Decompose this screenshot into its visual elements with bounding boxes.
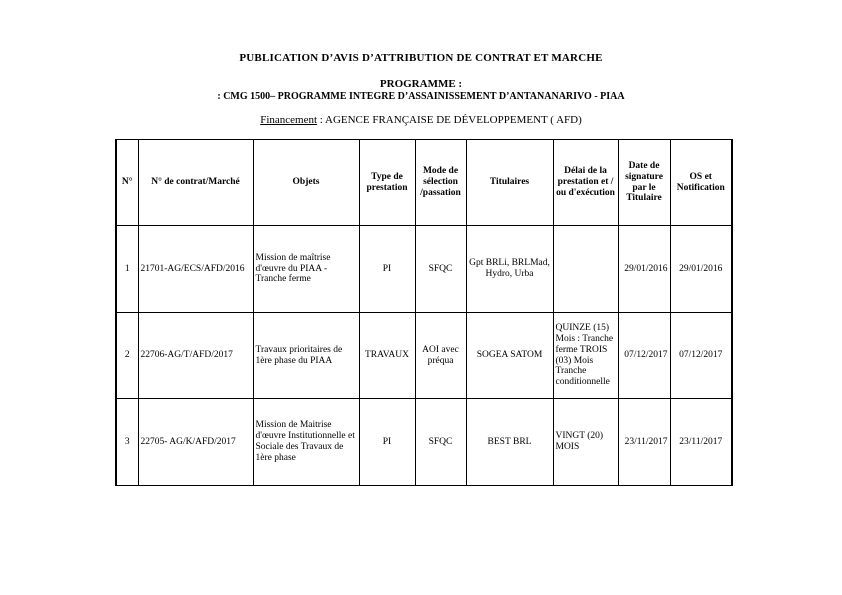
cell-type: PI bbox=[359, 399, 415, 486]
programme-label: PROGRAMME : bbox=[379, 78, 463, 90]
table-header-row bbox=[116, 140, 732, 226]
table-row bbox=[116, 313, 732, 399]
cell-objets: Mission de maîtrise d'œuvre du PIAA - Tranche ferme bbox=[253, 226, 359, 313]
contracts-table bbox=[115, 139, 733, 486]
header-mode: Mode de sélection /passation bbox=[415, 140, 466, 226]
header-date: Date de signature par le Titulaire bbox=[618, 140, 670, 226]
cell-date: 29/01/2016 bbox=[618, 226, 670, 313]
financement-value: : AGENCE FRANÇAISE DE DÉVELOPPEMENT ( AFD) bbox=[317, 114, 582, 126]
header-os: OS et Notification bbox=[670, 140, 732, 226]
cell-delai bbox=[553, 226, 618, 313]
header-no: N° bbox=[116, 140, 138, 226]
financement-label: Financement bbox=[260, 114, 318, 126]
cell-date: 23/11/2017 bbox=[618, 399, 670, 486]
cell-os: 23/11/2017 bbox=[670, 399, 732, 486]
cell-mode: SFQC bbox=[415, 399, 466, 486]
cell-no: 3 bbox=[116, 399, 138, 486]
cell-contrat: 22705- AG/K/AFD/2017 bbox=[138, 399, 253, 486]
cell-type: TRAVAUX bbox=[359, 313, 415, 399]
cell-os: 07/12/2017 bbox=[670, 313, 732, 399]
table-row bbox=[116, 226, 732, 313]
cell-titulaires: BEST BRL bbox=[466, 399, 553, 486]
cell-titulaires: SOGEA SATOM bbox=[466, 313, 553, 399]
header-objets: Objets bbox=[253, 140, 359, 226]
cell-contrat: 22706-AG/T/AFD/2017 bbox=[138, 313, 253, 399]
cell-objets: Mission de Maitrise d'œuvre Institutionnelle et Sociale des Travaux de 1ère phase bbox=[253, 399, 359, 486]
cell-type: PI bbox=[359, 226, 415, 313]
cell-mode: SFQC bbox=[415, 226, 466, 313]
header-delai: Délai de la prestation et / ou d'exécution bbox=[553, 140, 618, 226]
table-row bbox=[116, 399, 732, 486]
programme-name: : CMG 1500– PROGRAMME INTEGRE D’ASSAINISSEMENT D’ANTANANARIVO - PIAA bbox=[217, 91, 625, 102]
cell-delai: QUINZE (15) Mois : Tranche ferme TROIS (03) Mois Tranche conditionnelle bbox=[553, 313, 618, 399]
header-type: Type de prestation bbox=[359, 140, 415, 226]
cell-no: 1 bbox=[116, 226, 138, 313]
cell-contrat: 21701-AG/ECS/AFD/2016 bbox=[138, 226, 253, 313]
cell-mode: AOI avec préqua bbox=[415, 313, 466, 399]
cell-titulaires: Gpt BRLi, BRLMad, Hydro, Urba bbox=[466, 226, 553, 313]
header-contrat: N° de contrat/Marché bbox=[138, 140, 253, 226]
financement-line bbox=[0, 114, 842, 126]
cell-delai: VINGT (20) MOIS bbox=[553, 399, 618, 486]
document-title: PUBLICATION D’AVIS D’ATTRIBUTION DE CONTRAT ET MARCHE bbox=[239, 52, 603, 64]
cell-date: 07/12/2017 bbox=[618, 313, 670, 399]
cell-objets: Travaux prioritaires de 1ère phase du PIAA bbox=[253, 313, 359, 399]
cell-os: 29/01/2016 bbox=[670, 226, 732, 313]
header-titulaires: Titulaires bbox=[466, 140, 553, 226]
cell-no: 2 bbox=[116, 313, 138, 399]
